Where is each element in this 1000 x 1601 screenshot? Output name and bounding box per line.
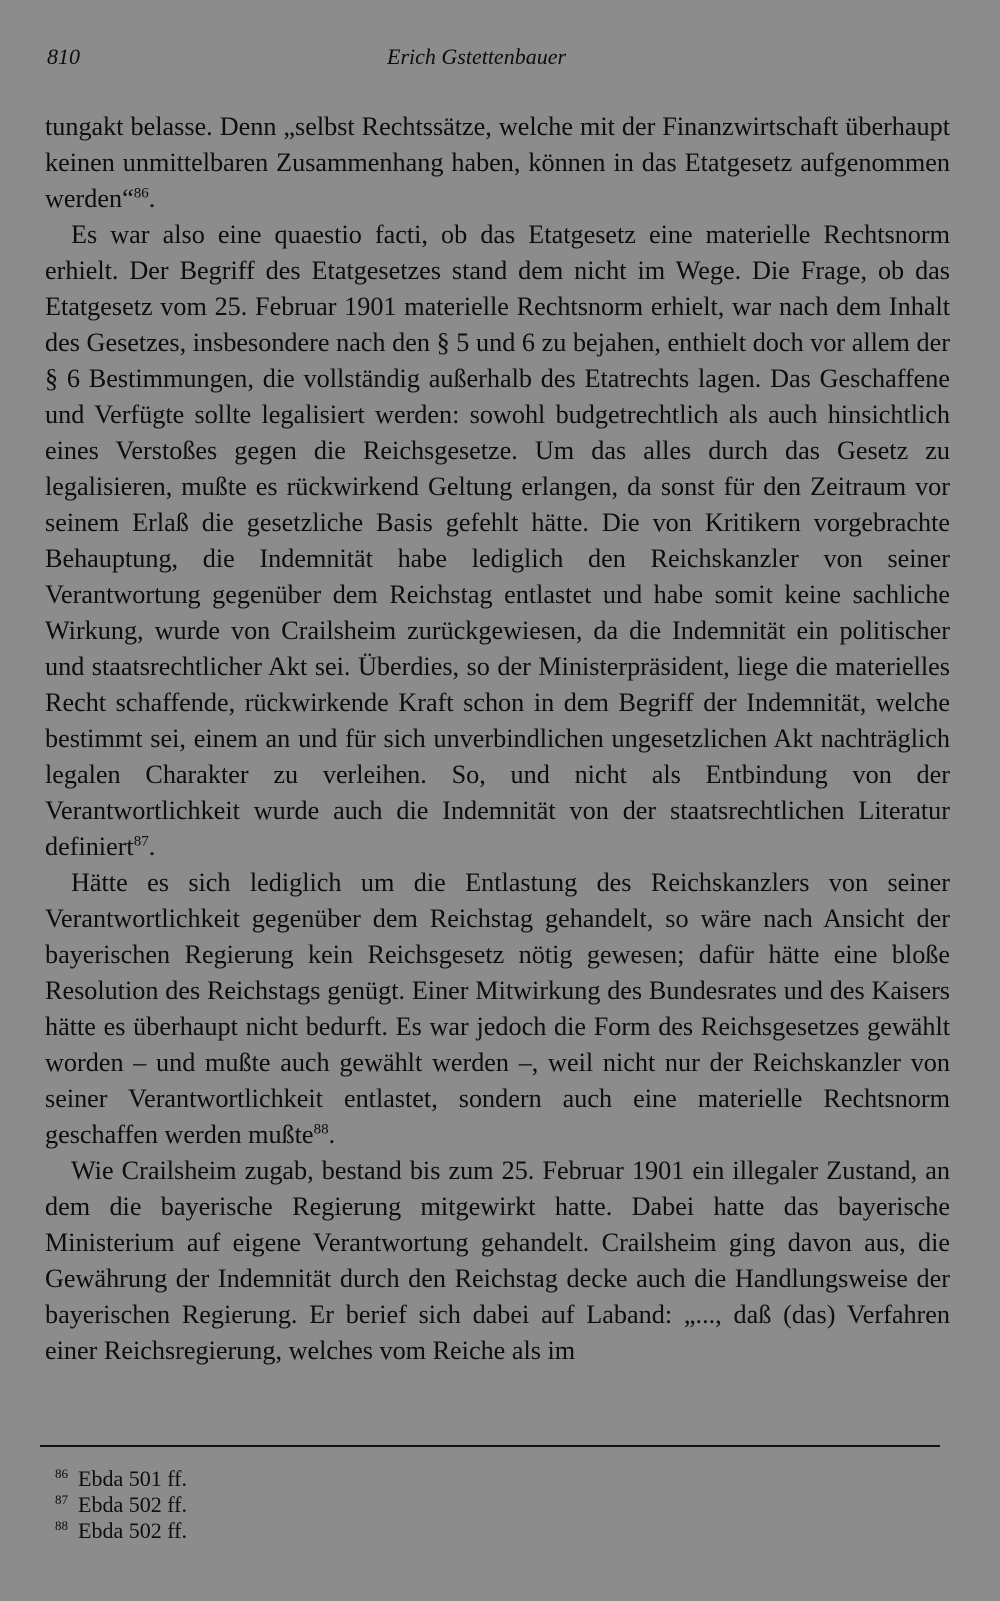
footnote-divider [40, 1445, 940, 1447]
paragraph-text: . [148, 832, 156, 861]
footnote-ref-87: 87 [133, 833, 149, 850]
footnote-number: 86 [55, 1465, 68, 1481]
footnote-87 [55, 1492, 187, 1518]
paragraph-3 [45, 865, 950, 1153]
paragraph-text: . [148, 184, 156, 213]
paragraph-text: Wie Crailsheim zugab, bestand bis zum 25. Februar 1901 ein illegaler Zustand, an dem die bayerische Regierung mitgewirkt hatte. Dabei hatte das bayerische Ministerium auf eigene Verantwortung gehandelt. Crailsheim ging davon aus, die Gewährung der Indemnität durch den Reichstag decke auch die Handlungsweise der bayerischen Regierung. Er berief sich dabei auf Laband: „..., daß (das) Verfahren einer Reichsregierung, welches vom Reiche als im [45, 1156, 950, 1365]
paragraph-text: . [328, 1120, 336, 1149]
body-text [45, 109, 950, 1369]
footnote-ref-88: 88 [313, 1121, 329, 1138]
footnote-number: 88 [55, 1517, 68, 1533]
footnote-text: Ebda 502 ff. [78, 1492, 187, 1517]
paragraph-1 [45, 109, 950, 217]
footnote-text: Ebda 502 ff. [78, 1518, 187, 1543]
paragraph-text: tungakt belasse. Denn „selbst Rechtssätze, welche mit der Finanzwirtschaft überhaupt keinen unmittelbaren Zusammenhang haben, können in das Etatgesetz aufgenommen werden“ [45, 112, 950, 213]
page-number: 810 [47, 44, 80, 69]
running-head: Erich Gstettenbauer [387, 44, 567, 69]
footnote-88 [55, 1518, 187, 1544]
paragraph-4 [45, 1153, 950, 1369]
paragraph-text: Es war also eine quaestio facti, ob das Etatgesetz eine materielle Rechtsnorm erhielt. Der Begriff des Etatgesetzes stand dem nicht im Wege. Die Frage, ob das Etatgesetz vom 25. Februar 1901 materielle Rechtsnorm erhielt, war nach dem Inhalt des Gesetzes, insbesondere nach den § 5 und 6 zu bejahen, enthielt doch vor allem der § 6 Bestimmungen, die vollständig außerhalb des Etatrechts lagen. Das Geschaffene und Verfügte sollte legalisiert werden: sowohl budgetrechtlich als auch hinsichtlich eines Verstoßes gegen die Reichsgesetze. Um das alles durch das Gesetz zu legalisieren, mußte es rückwirkend Geltung erlangen, da sonst für den Zeitraum vor seinem Erlaß die gesetzliche Basis gefehlt hätte. Die von Kritikern vorgebrachte Behauptung, die Indemnität habe lediglich den Reichskanzler von seiner Verantwortung gegenüber dem Reichstag entlastet und habe somit keine sachliche Wirkung, wurde von Crailsheim zurückgewiesen, da die Indemnität ein politischer und staatsrechtlicher Akt sei. Überdies, so der Ministerpräsident, liege die materielles Recht schaffende, rückwirkende Kraft schon in dem Begriff der Indemnität, welche bestimmt sei, einem an und für sich unverbindlichen ungesetzlichen Akt nachträglich legalen Charakter zu verleihen. So, und nicht als Entbindung von der Verantwortlichkeit wurde auch die Indemnität von der staatsrechtlichen Literatur definiert [45, 220, 950, 861]
page-header [47, 44, 940, 76]
footnote-86 [55, 1466, 187, 1492]
paragraph-text: Hätte es sich lediglich um die Entlastung des Reichskanzlers von seiner Verantwortlichkeit gegenüber dem Reichstag gehandelt, so wäre nach Ansicht der bayerischen Regierung kein Reichsgesetz nötig gewesen; dafür hätte eine bloße Resolution des Reichstags genügt. Einer Mitwirkung des Bundesrates und des Kaisers hätte es überhaupt nicht bedurft. Es war jedoch die Form des Reichsgesetzes gewählt worden – und mußte auch gewählt werden –, weil nicht nur der Reichskanzler von seiner Verantwortlichkeit entlastet, sondern auch eine materielle Rechtsnorm geschaffen werden mußte [45, 868, 950, 1149]
footnote-text: Ebda 501 ff. [78, 1466, 187, 1491]
footnote-number: 87 [55, 1491, 68, 1507]
footnotes [55, 1466, 187, 1544]
paragraph-2 [45, 217, 950, 865]
footnote-ref-86: 86 [133, 185, 149, 202]
